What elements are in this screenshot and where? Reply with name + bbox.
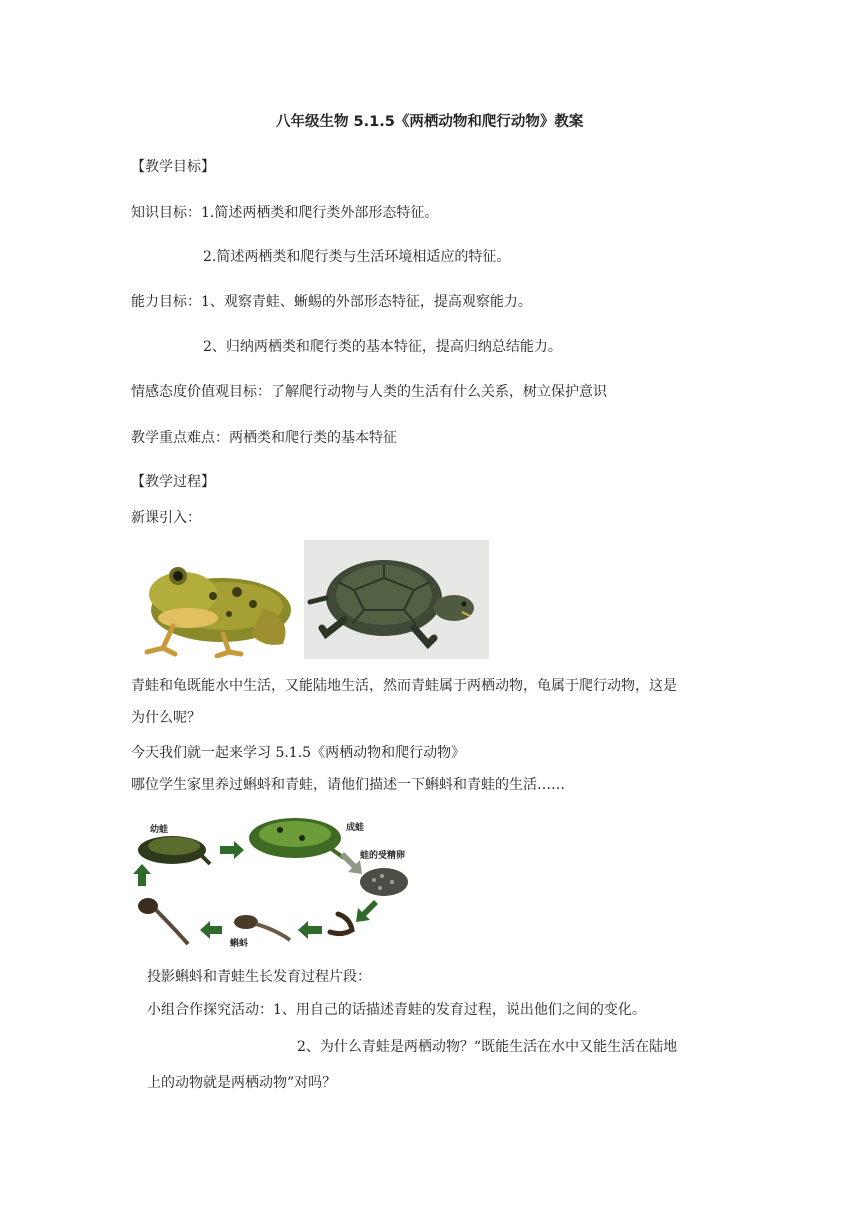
- paragraph-5: 小组合作探究活动：1、用自己的话描述青蛙的发育过程，说出他们之间的变化。: [147, 1002, 646, 1018]
- paragraph-1-line-1: 青蛙和龟既能水中生活，又能陆地生活，然而青蛙属于两栖动物，龟属于爬行动物，这是: [131, 678, 677, 694]
- intro-label: 新课引入：: [131, 510, 201, 526]
- paragraph-1-line-2: 为什么呢？: [131, 710, 201, 726]
- ability-goal-1: 能力目标：1、观察青蛙、蜥蜴的外部形态特征，提高观察能力。: [131, 294, 532, 310]
- process-heading: 【教学过程】: [131, 474, 215, 490]
- paragraph-2: 今天我们就一起来学习 5.1.5《两栖动物和爬行动物》: [131, 745, 466, 761]
- ability-goal-2: 2、归纳两栖类和爬行类的基本特征，提高归纳总结能力。: [203, 339, 562, 355]
- paragraph-6-line-1: 2、为什么青蛙是两栖动物？“既能生活在水中又能生活在陆地: [297, 1039, 678, 1055]
- label-tadpole: 蝌蚪: [230, 939, 249, 949]
- knowledge-goal-2: 2.简述两栖类和爬行类与生活环境相适应的特征。: [203, 249, 511, 265]
- key-points: 教学重点难点：两栖类和爬行类的基本特征: [131, 430, 397, 446]
- document-title: 八年级生物 5.1.5《两栖动物和爬行动物》教案: [276, 114, 584, 130]
- label-young-frog: 幼蛙: [150, 825, 169, 835]
- label-adult-frog: 成蛙: [346, 823, 365, 833]
- emotion-goal: 情感态度价值观目标：了解爬行动物与人类的生活有什么关系，树立保护意识: [131, 384, 607, 400]
- frog-image: [133, 548, 301, 658]
- label-fertilized-egg: 蛙的受精卵: [360, 851, 406, 861]
- paragraph-3: 哪位学生家里养过蝌蚪和青蛙，请他们描述一下蝌蚪和青蛙的生活……: [131, 777, 565, 793]
- paragraph-6-line-2: 上的动物就是两栖动物”对吗？: [147, 1075, 337, 1091]
- paragraph-4: 投影蝌蚪和青蛙生长发育过程片段：: [147, 969, 371, 985]
- frog-life-cycle-image: [130, 808, 420, 952]
- turtle-image: [304, 540, 489, 659]
- knowledge-goal-1: 知识目标：1.简述两栖类和爬行类外部形态特征。: [131, 205, 439, 221]
- goals-heading: 【教学目标】: [131, 159, 215, 175]
